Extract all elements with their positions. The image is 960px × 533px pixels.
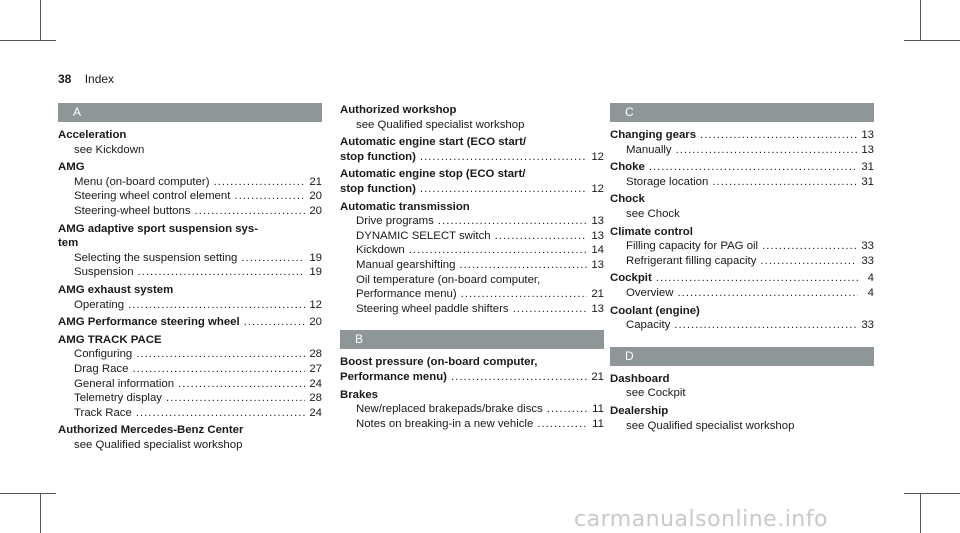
leader-dots	[420, 182, 587, 197]
page-title: Index	[84, 72, 115, 86]
page-ref: 33	[861, 254, 874, 267]
leader-dots	[195, 204, 306, 219]
index-entry-boost-pressure	[340, 355, 604, 384]
leader-dots	[438, 214, 587, 229]
crop-mark	[904, 40, 960, 41]
crop-mark	[904, 493, 960, 494]
subentry-text: New/replaced brakepads/brake discs	[356, 403, 543, 416]
page-ref: 12	[591, 182, 604, 195]
subentry-text: Steering wheel control element	[74, 190, 231, 203]
leader-dots	[420, 150, 587, 165]
page-ref: 27	[309, 362, 322, 375]
leader-dots	[700, 128, 857, 143]
index-subentry[interactable]	[610, 318, 874, 333]
entry-title: AMG Performance steering wheel	[58, 316, 240, 329]
index-subentry[interactable]	[58, 204, 322, 219]
entry-title: Automatic engine stop (ECO start/	[340, 168, 526, 181]
leader-dots	[676, 143, 858, 158]
index-subentry[interactable]	[610, 175, 874, 190]
index-entry-changing-gears	[610, 128, 874, 157]
page-ref: 13	[591, 229, 604, 242]
index-entry-acceleration	[58, 128, 322, 157]
subentry-text: Overview	[626, 286, 674, 299]
index-entry-cockpit	[610, 271, 874, 300]
entry-title: AMG adaptive sport suspension sys-	[58, 222, 259, 235]
entry-title-cont: stop function)	[340, 182, 416, 195]
subentry-text: Filling capacity for PAG oil	[626, 240, 759, 253]
page-ref: 11	[592, 417, 604, 430]
entry-title: Brakes	[340, 388, 378, 401]
index-entry-row[interactable]	[610, 160, 874, 175]
page-ref: 20	[309, 316, 322, 329]
leader-dots	[128, 298, 305, 313]
index-entry-chock	[610, 160, 874, 189]
index-subentry[interactable]	[58, 391, 322, 406]
subentry-text: Performance menu)	[356, 288, 457, 301]
page-ref: 28	[309, 392, 322, 405]
page-ref: 13	[861, 143, 874, 156]
page-ref: 24	[309, 377, 322, 390]
index-entry-authorized-center	[58, 423, 322, 452]
leader-dots	[136, 406, 306, 421]
index-subentry[interactable]	[340, 417, 604, 432]
subentry-text: Drag Race	[74, 362, 129, 375]
entry-title: Climate control	[610, 225, 693, 238]
watermark-text: carmanualsonline.info	[574, 507, 828, 532]
page-ref: 4	[867, 286, 874, 299]
index-entry-brakes	[340, 388, 604, 432]
entry-title: Dealership	[610, 404, 669, 417]
crop-mark	[40, 493, 41, 533]
entry-title-cont: tem	[58, 237, 79, 250]
subentry-text: Steering wheel paddle shifters	[356, 302, 509, 315]
page-ref: 13	[591, 302, 604, 315]
index-subentry[interactable]	[340, 402, 604, 417]
index-subentry[interactable]	[58, 377, 322, 392]
index-subentry[interactable]	[340, 258, 604, 273]
subentry-text: Storage location	[626, 175, 709, 188]
leader-dots	[136, 347, 305, 362]
leader-dots	[234, 189, 305, 204]
entry-title: Boost pressure (on-board computer,	[340, 356, 538, 369]
index-subentry[interactable]	[58, 265, 322, 280]
index-entry-chock-ref	[610, 192, 874, 221]
crop-mark	[920, 493, 921, 533]
index-entry-amg-exhaust	[58, 283, 322, 312]
index-entry-amg	[58, 160, 322, 218]
entry-title: Coolant (engine)	[610, 304, 700, 317]
leader-dots	[674, 318, 857, 333]
index-subentry[interactable]	[610, 254, 874, 269]
index-entry-row[interactable]	[340, 150, 604, 165]
section-letter-a: A	[58, 103, 322, 122]
leader-dots	[677, 286, 858, 301]
index-entry-amg-adaptive	[58, 222, 322, 280]
subentry-text: Track Race	[74, 406, 132, 419]
entry-title: Changing gears	[610, 129, 697, 141]
page-ref: 20	[309, 204, 322, 217]
subentry-text: Manual gearshifting	[356, 258, 456, 271]
entry-title: Dashboard	[610, 372, 670, 385]
index-entry-dashboard	[610, 372, 874, 401]
index-column-2	[340, 103, 604, 434]
subentry-text: Oil temperature (on-board computer,	[356, 273, 541, 286]
page-ref: 33	[861, 240, 874, 253]
page-ref: 12	[309, 298, 322, 311]
crop-mark	[40, 0, 41, 40]
entry-title: Authorized workshop	[340, 104, 457, 116]
see-reference[interactable]: see Qualified specialist workshop	[356, 118, 525, 131]
index-entry-row[interactable]	[340, 370, 604, 385]
page-ref: 11	[592, 403, 604, 416]
index-entry-automatic-transmission	[340, 200, 604, 317]
subentry-text: General information	[74, 377, 175, 390]
leader-dots	[656, 271, 858, 286]
entry-title: AMG exhaust system	[58, 283, 174, 296]
entry-title: AMG	[58, 161, 85, 174]
subentry-text: Selecting the suspension setting	[74, 251, 238, 264]
index-entry-row[interactable]	[610, 271, 874, 286]
subentry-text: Notes on breaking-in a new vehicle	[356, 417, 534, 430]
index-column-1	[58, 103, 322, 455]
index-subentry[interactable]	[58, 362, 322, 377]
leader-dots	[132, 362, 305, 377]
subentry-text: Configuring	[74, 348, 133, 361]
page-ref: 13	[591, 215, 604, 228]
subentry-text: Operating	[74, 298, 125, 311]
crop-mark	[0, 40, 56, 41]
subentry-text: DYNAMIC SELECT switch	[356, 229, 491, 242]
index-entry-authorized-workshop	[340, 103, 604, 132]
page-ref: 21	[591, 288, 604, 301]
index-entry-row[interactable]	[340, 182, 604, 197]
entry-title: Chock	[610, 193, 645, 206]
subentry-text: Telemetry display	[74, 392, 162, 405]
index-subentry[interactable]	[610, 239, 874, 254]
subentry-text: Suspension	[74, 266, 134, 279]
leader-dots	[547, 402, 588, 417]
entry-title: Acceleration	[58, 129, 127, 141]
crop-mark	[920, 0, 921, 40]
leader-dots	[537, 417, 588, 432]
see-reference[interactable]: see Qualified specialist workshop	[626, 419, 795, 432]
leader-dots	[495, 229, 588, 244]
index-subentry[interactable]	[58, 189, 322, 204]
leader-dots	[459, 258, 587, 273]
page-ref: 14	[591, 244, 604, 257]
index-subentry	[340, 273, 604, 288]
page-ref: 31	[861, 161, 874, 174]
index-subentry[interactable]	[340, 287, 604, 302]
section-letter-c: C	[610, 103, 874, 122]
leader-dots	[649, 160, 858, 175]
entry-title-cont: Performance menu)	[340, 370, 447, 383]
page-ref: 19	[309, 266, 322, 279]
leader-dots	[166, 391, 305, 406]
index-subentry[interactable]	[58, 251, 322, 266]
subentry-text: Menu (on-board computer)	[74, 175, 210, 188]
page-ref: 20	[309, 190, 322, 203]
leader-dots	[712, 175, 857, 190]
leader-dots	[762, 239, 857, 254]
index-subentry[interactable]	[340, 229, 604, 244]
section-letter-d: D	[610, 347, 874, 366]
index-entry-coolant	[610, 304, 874, 333]
index-subentry[interactable]	[340, 302, 604, 317]
page-ref: 33	[861, 319, 874, 332]
index-entry-dealership	[610, 404, 874, 433]
crop-mark	[0, 493, 56, 494]
index-subentry[interactable]	[610, 143, 874, 158]
index-entry-amg-track-pace	[58, 333, 322, 421]
page-number: 38	[58, 72, 72, 86]
index-subentry[interactable]	[340, 243, 604, 258]
index-subentry[interactable]	[340, 214, 604, 229]
entry-title: Choke	[610, 161, 645, 174]
index-subentry[interactable]	[58, 298, 322, 313]
section-letter-b: B	[340, 330, 604, 349]
subentry-text: Steering-wheel buttons	[74, 204, 191, 217]
page-ref: 13	[591, 258, 604, 271]
see-reference[interactable]: see Cockpit	[626, 387, 686, 400]
leader-dots	[138, 265, 306, 280]
subentry-text: Kickdown	[356, 244, 405, 257]
leader-dots	[513, 302, 588, 317]
subentry-text: Refrigerant filling capacity	[626, 254, 757, 267]
leader-dots	[241, 251, 305, 266]
entry-title-cont: stop function)	[340, 150, 416, 163]
page-ref: 21	[591, 370, 604, 383]
index-column-3	[610, 103, 874, 436]
page-ref: 19	[309, 251, 322, 264]
leader-dots	[214, 175, 306, 190]
leader-dots	[461, 287, 588, 302]
leader-dots	[244, 315, 306, 330]
subentry-text: Capacity	[626, 319, 671, 332]
entry-title: AMG TRACK PACE	[58, 333, 162, 346]
index-entry-row[interactable]	[58, 315, 322, 330]
subentry-text: Drive programs	[356, 215, 434, 228]
index-entry-eco-start	[340, 135, 604, 164]
index-subentry[interactable]	[58, 347, 322, 362]
page-header	[58, 72, 114, 86]
see-reference[interactable]: see Chock	[626, 207, 680, 220]
index-entry-row[interactable]	[610, 128, 874, 143]
index-subentry[interactable]	[610, 286, 874, 301]
leader-dots	[409, 243, 588, 258]
entry-title: Cockpit	[610, 272, 652, 285]
page-ref: 21	[309, 175, 322, 188]
page-ref: 24	[309, 406, 322, 419]
page-ref: 31	[861, 175, 874, 188]
leader-dots	[760, 254, 857, 269]
index-entry-climate-control	[610, 225, 874, 269]
index-entry-eco-stop	[340, 167, 604, 196]
entry-title: Automatic engine start (ECO start/	[340, 136, 527, 149]
index-subentry[interactable]	[58, 406, 322, 421]
see-reference[interactable]: see Kickdown	[74, 143, 145, 156]
index-subentry[interactable]	[58, 175, 322, 190]
index-entry-amg-performance	[58, 315, 322, 330]
leader-dots	[178, 377, 305, 392]
leader-dots	[451, 370, 587, 385]
page-ref: 12	[591, 150, 604, 163]
subentry-text: Manually	[626, 143, 672, 156]
page-ref: 4	[867, 272, 874, 285]
page-ref: 13	[861, 129, 874, 141]
entry-title: Automatic transmission	[340, 200, 470, 213]
page-ref: 28	[309, 348, 322, 361]
entry-title: Authorized Mercedes-Benz Center	[58, 424, 244, 437]
see-reference[interactable]: see Qualified specialist workshop	[74, 438, 243, 451]
